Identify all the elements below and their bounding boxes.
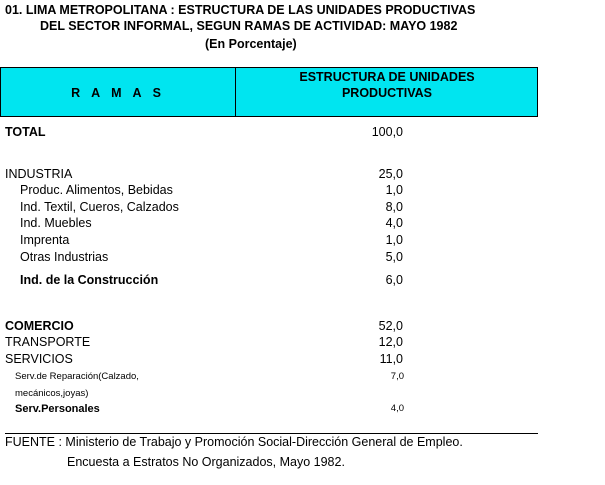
row-value: 11,0 <box>379 352 403 366</box>
table-row-construccion <box>0 273 540 290</box>
table-row-comercio <box>0 319 540 336</box>
column-header-estructura-line-1: ESTRUCTURA DE UNIDADES <box>299 70 475 84</box>
row-value: 1,0 <box>385 233 403 247</box>
table-row-servicios <box>0 352 540 369</box>
row-label: TOTAL <box>5 125 46 139</box>
table-row-industria <box>0 167 540 184</box>
row-label: Serv.de Reparación(Calzado, <box>15 371 139 382</box>
table-subtitle: (En Porcentaje) <box>205 37 297 51</box>
table-row <box>0 216 540 233</box>
row-label: INDUSTRIA <box>5 167 73 181</box>
table-row <box>0 200 540 217</box>
row-label: Ind. Textil, Cueros, Calzados <box>20 200 179 214</box>
row-label: Ind. Muebles <box>20 216 92 230</box>
footer-source-line-1: FUENTE : Ministerio de Trabajo y Promoción Social-Dirección General de Empleo. <box>5 435 463 449</box>
row-label: Produc. Alimentos, Bebidas <box>20 183 173 197</box>
row-value: 6,0 <box>385 273 403 287</box>
row-label: COMERCIO <box>5 319 74 333</box>
table-header <box>0 67 538 117</box>
row-label: Imprenta <box>20 233 70 247</box>
column-header-estructura <box>236 69 538 101</box>
row-value: 100,0 <box>371 125 403 139</box>
table-title-line-1: 01. LIMA METROPOLITANA : ESTRUCTURA DE LAS UNIDADES PRODUCTIVAS <box>5 3 476 17</box>
row-value: 8,0 <box>385 200 403 214</box>
row-value: 1,0 <box>385 183 403 197</box>
footer-rule <box>5 433 538 434</box>
row-label: mecánicos,joyas) <box>15 388 89 399</box>
row-label: Otras Industrias <box>20 250 109 264</box>
row-value: 5,0 <box>385 250 403 264</box>
row-value: 7,0 <box>390 371 404 382</box>
row-value: 12,0 <box>378 335 403 349</box>
table-row <box>0 233 540 250</box>
table-row <box>0 403 540 420</box>
row-label: SERVICIOS <box>5 352 73 366</box>
column-header-ramas: R A M A S <box>71 86 165 100</box>
row-value: 52,0 <box>378 319 403 333</box>
row-value: 4,0 <box>385 216 403 230</box>
table-row-transporte <box>0 335 540 352</box>
table-row <box>0 371 540 388</box>
table-title-line-2: DEL SECTOR INFORMAL, SEGUN RAMAS DE ACTIVIDAD: MAYO 1982 <box>40 19 458 33</box>
row-label: Serv.Personales <box>15 403 100 415</box>
column-header-estructura-line-2: PRODUCTIVAS <box>341 86 433 100</box>
row-label: Ind. de la Construcción <box>20 273 159 287</box>
table-row <box>0 183 540 200</box>
table-row <box>0 250 540 267</box>
table-row-total <box>0 125 540 142</box>
footer-source-line-2: Encuesta a Estratos No Organizados, Mayo 1982. <box>67 455 345 469</box>
row-value: 4,0 <box>390 403 404 414</box>
row-value: 25,0 <box>378 167 403 181</box>
row-label: TRANSPORTE <box>5 335 91 349</box>
